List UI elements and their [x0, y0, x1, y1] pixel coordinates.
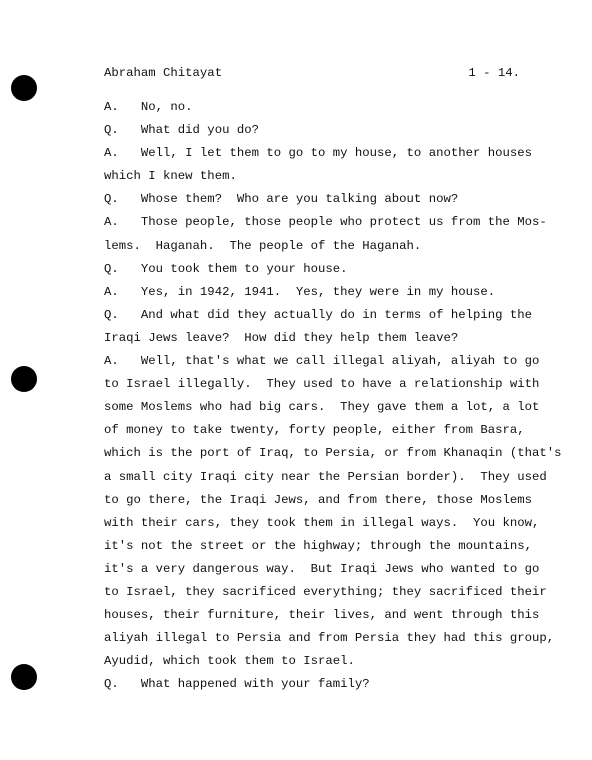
binder-hole — [11, 75, 37, 101]
transcript-line: some Moslems who had big cars. They gave them a lot, a lot — [104, 400, 540, 415]
transcript-line: A. Those people, those people who protect us from the Mos- — [104, 215, 547, 230]
transcript-line: it's not the street or the highway; through the mountains, — [104, 538, 533, 553]
transcript-line: A. Yes, in 1942, 1941. Yes, they were in my house. — [104, 284, 496, 299]
transcript-line: a small city Iraqi city near the Persian border). They used — [104, 469, 547, 484]
transcript-line: which I knew them. — [104, 169, 237, 184]
transcript-line: of money to take twenty, forty people, either from Basra, — [104, 423, 525, 438]
page-header — [104, 64, 520, 82]
interviewee-name: Abraham Chitayat — [104, 66, 223, 80]
transcript-line: Ayudid, which took them to Israel. — [104, 654, 355, 669]
transcript-line: A. Well, I let them to go to my house, to another houses — [104, 146, 533, 161]
binder-hole — [11, 366, 37, 392]
transcript-line: to Israel illegally. They used to have a relationship with — [104, 377, 540, 392]
transcript-line: A. No, no. — [104, 100, 193, 114]
transcript-line: Iraqi Jews leave? How did they help them leave? — [104, 330, 459, 345]
transcript-line: Q. What did you do? — [104, 123, 259, 138]
transcript-line: to Israel, they sacrificed everything; they sacrificed their — [104, 584, 547, 599]
transcript-line: aliyah illegal to Persia and from Persia they had this group, — [104, 631, 555, 646]
transcript-line: houses, their furniture, their lives, and went through this — [104, 608, 540, 623]
transcript-line: Q. What happened with your family? — [104, 677, 370, 692]
transcript-line: which is the port of Iraq, to Persia, or from Khanaqin (that's — [104, 446, 562, 461]
page-number: 1 - 14. — [468, 66, 520, 80]
transcript-line: Q. You took them to your house. — [104, 261, 348, 276]
transcript-line: it's a very dangerous way. But Iraqi Jews who wanted to go — [104, 561, 540, 576]
transcript-line: A. Well, that's what we call illegal aliyah, aliyah to go — [104, 354, 540, 369]
transcript-line: Q. Whose them? Who are you talking about now? — [104, 192, 459, 207]
transcript-line: to go there, the Iraqi Jews, and from there, those Moslems — [104, 492, 533, 507]
transcript-line: Q. And what did they actually do in terms of helping the — [104, 307, 533, 322]
transcript-line: with their cars, they took them in illegal ways. You know, — [104, 515, 540, 530]
transcript-body — [104, 96, 562, 696]
binder-hole — [11, 664, 37, 690]
transcript-line: lems. Haganah. The people of the Haganah. — [104, 238, 422, 253]
